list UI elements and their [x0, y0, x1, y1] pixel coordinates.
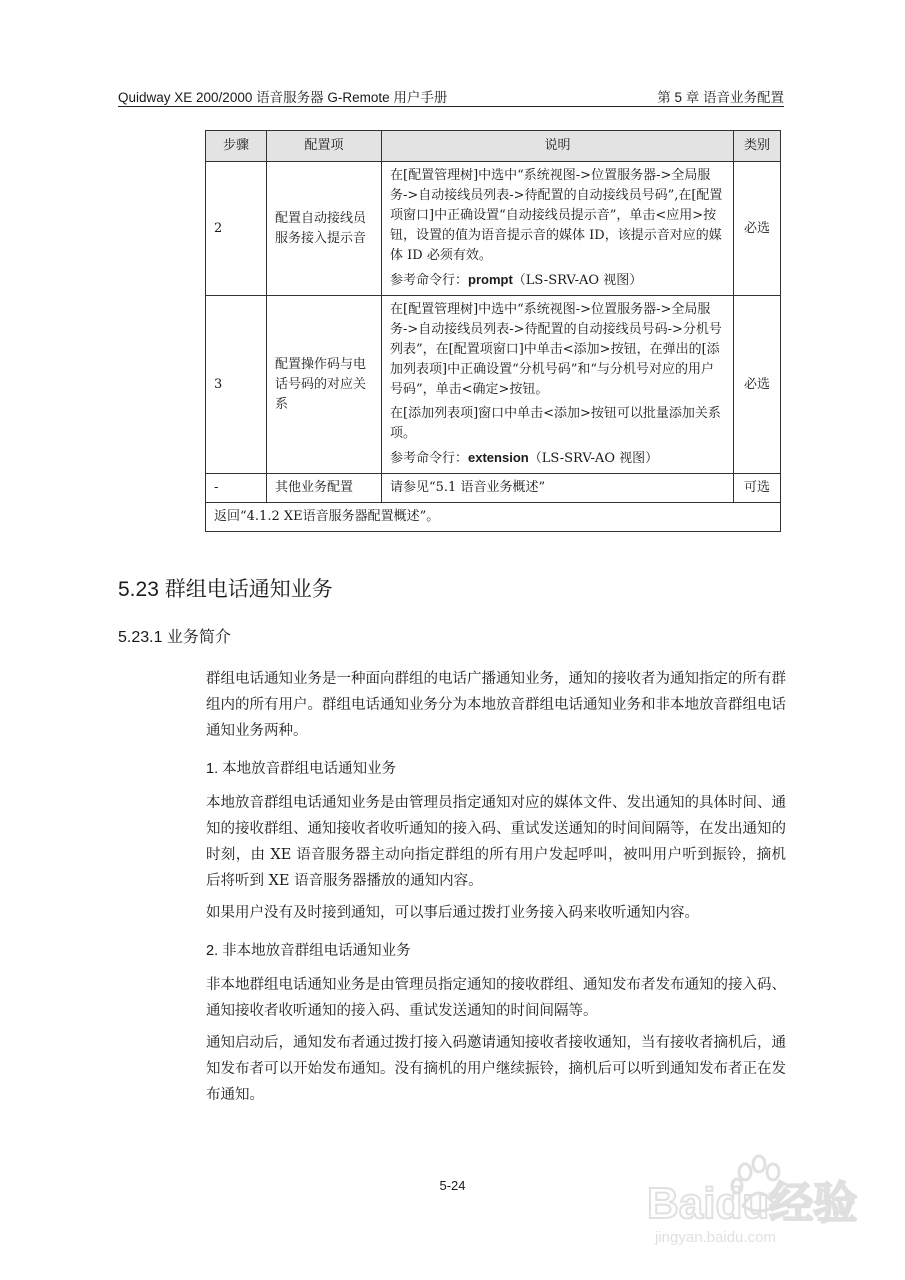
heading-nonlocal-playback: 2. 非本地放音群组电话通知业务 — [206, 943, 411, 959]
paragraph: 非本地群组电话通知业务是由管理员指定通知的接收群组、通知发布者发布通知的接入码、通知接收者收听通知的接入码、重试发送通知的时间间隔等。 — [206, 977, 786, 1019]
config-table — [205, 130, 781, 532]
cell-step: 3 — [206, 296, 267, 474]
paragraph: 本地放音群组电话通知业务是由管理员指定通知对应的媒体文件、发出通知的具体时间、通知的接收群组、通知接收者收听通知的接入码、重试发送通知的时间间隔等，在发出通知的时刻，由 XE 语音服务器主动向指定群组的所有用户发起呼叫，被叫用户听到振铃，摘机后将听到 XE 语音服务器播放的通知内容。 — [206, 795, 786, 889]
header-chapter: 第 5 章 语音业务配置 — [657, 90, 784, 105]
ref-command: extension — [468, 450, 529, 465]
ref-command: prompt — [468, 272, 513, 287]
ref-prefix: 参考命令行： — [390, 451, 469, 466]
cell-type: 可选 — [734, 474, 781, 503]
watermark-brand: Baidu经验 — [647, 1179, 858, 1228]
paw-toe — [739, 1164, 751, 1180]
intro-paragraph: 群组电话通知业务是一种面向群组的电话广播通知业务，通知的接收者为通知指定的所有群组内的所有用户。群组电话通知业务分为本地放音群组电话通知业务和非本地放音群组电话通知业务两种。 — [206, 671, 786, 739]
cell-item: 其他业务配置 — [267, 474, 382, 503]
desc-paragraph: 在[配置管理树]中选中“系统视图->位置服务器->全局服务->自动接线员列表->待配置的自动接线员号码”,在[配置项窗口]中正确设置“自动接线员提示音”，单击<应用>按钮，设置的值为语音提示音的媒体 ID，该提示音对应的媒体 ID 必须有效。 — [390, 168, 723, 263]
ref-command-line — [390, 270, 725, 291]
cell-desc — [382, 162, 734, 296]
desc-paragraph: 在[配置管理树]中选中“系统视图->位置服务器->全局服务->自动接线员列表->待配置的自动接线员号码->分机号列表”，在[配置项窗口]中单击<添加>按钮，在弹出的[添加列表项]中正确设置“分机号码”和“与分机号对应的用户号码”，单击<确定>按钮。 — [390, 302, 722, 397]
cell-item: 配置操作码与电话号码的对应关系 — [267, 296, 382, 474]
col-header-desc: 说明 — [382, 131, 734, 162]
cell-item: 配置自动接线员服务接入提示音 — [267, 162, 382, 296]
ref-view: （LS-SRV-AO 视图） — [512, 273, 643, 288]
table-header-row — [206, 131, 781, 162]
cell-step: - — [206, 474, 267, 503]
table-row — [206, 296, 781, 474]
table-row — [206, 162, 781, 296]
col-header-type: 类别 — [734, 131, 781, 162]
cell-type: 必选 — [734, 162, 781, 296]
section-body — [206, 666, 786, 1114]
cell-type: 必选 — [734, 296, 781, 474]
table-row — [206, 474, 781, 503]
desc-paragraph: 在[添加列表项]窗口中单击<添加>按钮可以批量添加关系项。 — [390, 406, 721, 441]
section-title: 5.23 群组电话通知业务 — [118, 578, 333, 601]
paw-toe — [767, 1164, 779, 1180]
paw-toe — [753, 1156, 765, 1172]
heading-local-playback: 1. 本地放音群组电话通知业务 — [206, 761, 397, 777]
ref-view: （LS-SRV-AO 视图） — [528, 451, 659, 466]
page-number: 5-24 — [439, 1178, 466, 1193]
return-link[interactable]: 返回“4.1.2 XE语音服务器配置概述”。 — [206, 503, 781, 532]
cell-desc — [382, 296, 734, 474]
desc-paragraph: 请参见“5.1 语音业务概述” — [390, 480, 546, 495]
ref-prefix: 参考命令行： — [390, 273, 469, 288]
cell-desc — [382, 474, 734, 503]
subsection-title: 5.23.1 业务简介 — [118, 629, 231, 646]
table-return-row — [206, 503, 781, 532]
paragraph: 如果用户没有及时接到通知，可以事后通过拨打业务接入码来收听通知内容。 — [206, 905, 699, 921]
watermark-url: jingyan.baidu.com — [655, 1229, 776, 1246]
cell-step: 2 — [206, 162, 267, 296]
col-header-step: 步骤 — [206, 131, 267, 162]
baidu-watermark-logo — [645, 1150, 875, 1250]
page-header — [118, 84, 784, 107]
col-header-item: 配置项 — [267, 131, 382, 162]
ref-command-line — [390, 448, 725, 469]
header-title: Quidway XE 200/2000 语音服务器 G-Remote 用户手册 — [118, 90, 448, 105]
paragraph: 通知启动后，通知发布者通过拨打接入码邀请通知接收者接收通知，当有接收者摘机后，通知发布者可以开始发布通知。没有摘机的用户继续振铃，摘机后可以听到通知发布者正在发布通知。 — [206, 1035, 786, 1103]
